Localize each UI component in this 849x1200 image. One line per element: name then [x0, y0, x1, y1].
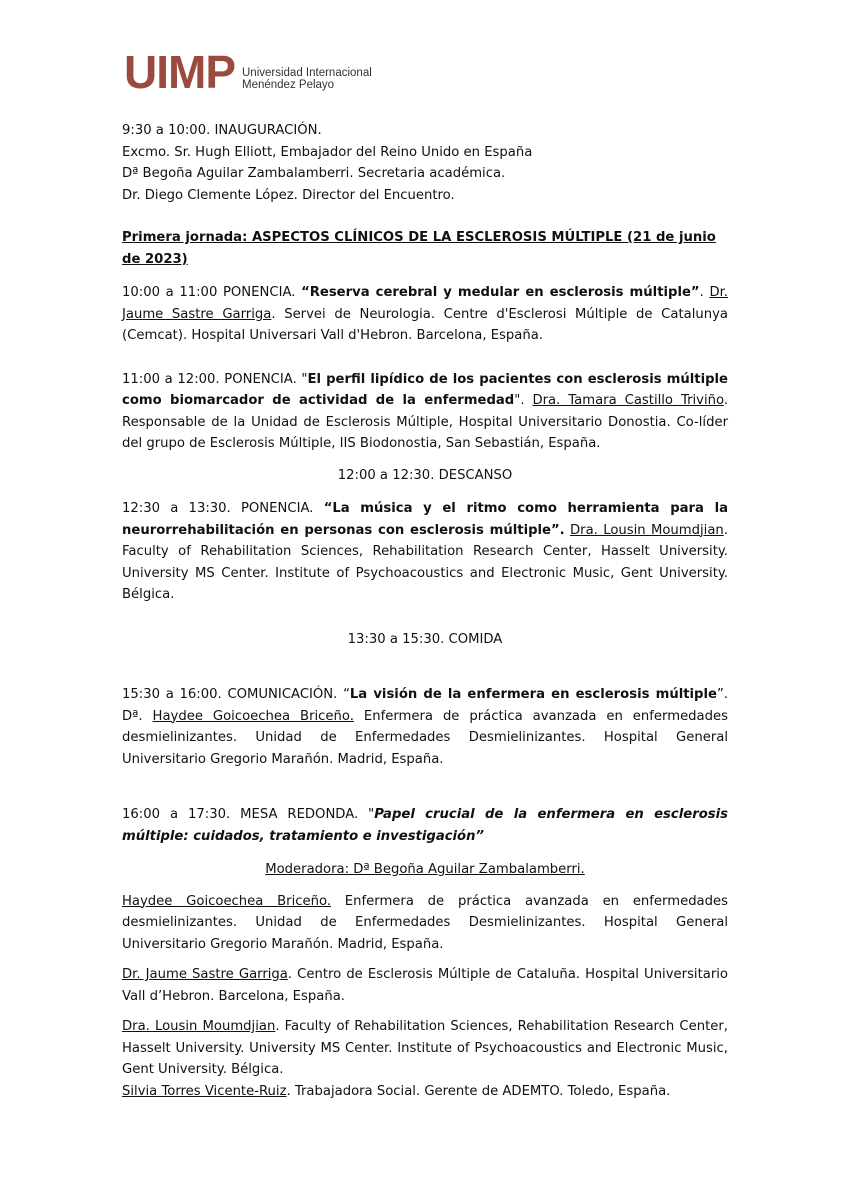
inauguration-time: 9:30 a 10:00. INAUGURACIÓN. [122, 123, 322, 138]
participant-4-detail: . Trabajadora Social. Gerente de ADEMTO. Toledo, España. [286, 1083, 671, 1099]
session-4-detail: Enfermera de práctica avanzada en enfermedades desmielinizantes. Unidad de Enfermedades Desmielinizantes. Hospital General Universitario Gregorio Marañón. Madrid, España. [122, 708, 728, 767]
session-2-detail: . Responsable de la Unidad de Esclerosis Múltiple, Hospital Universitario Donostia. Co-líder del grupo de Esclerosis Múltiple, IIS Biodonostia, San Sebastián, España. [122, 393, 729, 451]
participant-1-name: Haydee Goicoechea Briceño. [122, 893, 332, 909]
inauguration-block [122, 120, 728, 206]
session-2-sep: ". [514, 393, 533, 408]
break-descanso: 12:00 a 12:30. DESCANSO [337, 467, 513, 483]
session-3-speaker: Dra. Lousin Moumdjian [570, 522, 724, 538]
session-3-detail: . Faculty of Rehabilitation Sciences, Rehabilitation Research Center, Hasselt University. University MS Center. Institute of Psychoacoustics and Electronic Music, Gent University. Bélgica. [122, 522, 728, 602]
participant-3 [122, 1016, 728, 1081]
logo-acronym: UIMP [124, 46, 235, 98]
participant-4-name: Silvia Torres Vicente-Ruiz [122, 1083, 287, 1099]
inauguration-secretary: Dª Begoña Aguilar Zambalamberri. Secretaria académica. [122, 166, 506, 181]
session-1-title: “Reserva cerebral y medular en esclerosis múltiple” [301, 285, 700, 300]
participant-3-name: Dra. Lousin Moumdjian [122, 1019, 276, 1034]
session-4-title: La visión de la enfermera en esclerosis múltiple [349, 687, 717, 702]
session-1-speaker: Dr. Jaume Sastre Garriga [122, 285, 728, 322]
break-comida: 13:30 a 15:30. COMIDA [347, 631, 503, 647]
session-3-time: 12:30 a 13:30. PONENCIA. [122, 501, 324, 516]
participant-1 [122, 891, 728, 956]
section-heading: Primera jornada: ASPECTOS CLÍNICOS DE LA ESCLEROSIS MÚLTIPLE (21 de junio de 2023) [122, 230, 716, 267]
logo-line-1: Universidad Internacional [242, 67, 372, 79]
participant-1-detail: Enfermera de práctica avanzada en enfermedades desmielinizantes. Unidad de Enfermedades Desmielinizantes. Hospital General Universitario Gregorio Marañón. Madrid, España. [122, 893, 728, 952]
roundtable-time: 16:00 a 17:30. MESA REDONDA. " [122, 807, 375, 822]
participant-2 [122, 964, 728, 1007]
participant-4 [122, 1081, 728, 1103]
roundtable-title: Papel crucial de la enfermera en esclerosis múltiple: cuidados, tratamiento e investigación” [122, 807, 728, 844]
session-1-time: 10:00 a 11:00 PONENCIA. [122, 285, 302, 300]
participant-3-detail: . Faculty of Rehabilitation Sciences, Rehabilitation Research Center, Hasselt University. University MS Center. Institute of Psychoacoustics and Electronic Music, Gent University. Bélgica. [122, 1019, 728, 1077]
participant-2-detail: . Centro de Esclerosis Múltiple de Cataluña. Hospital Universitario Vall d’Hebron. Barcelona, España. [122, 967, 729, 1004]
program-document [122, 120, 728, 1102]
session-1-detail: . Servei de Neurologia. Centre d'Esclerosi Múltiple de Catalunya (Cemcat). Hospital Universari Vall d'Hebron. Barcelona, España. [122, 306, 728, 343]
inauguration-guest: Excmo. Sr. Hugh Elliott, Embajador del Reino Unido en España [122, 144, 533, 160]
session-4-time: 15:30 a 16:00. COMUNICACIÓN. “ [122, 687, 350, 702]
inauguration-director: Dr. Diego Clemente López. Director del Encuentro. [122, 187, 455, 203]
logo-wordmark [242, 67, 372, 91]
participant-2-name: Dr. Jaume Sastre Garriga [122, 967, 288, 982]
session-4 [122, 684, 728, 770]
session-1 [122, 282, 728, 347]
session-2 [122, 369, 728, 455]
session-2-time: 11:00 a 12:00. PONENCIA. " [122, 371, 308, 387]
session-3-title: “La música y el ritmo como herramienta para la neurorrehabilitación en personas con esclerosis múltiple”. [122, 501, 728, 538]
roundtable-moderator: Moderadora: Dª Begoña Aguilar Zambalamberri. [265, 862, 585, 877]
logo-line-2: Menéndez Pelayo [242, 79, 335, 91]
session-2-speaker: Dra. Tamara Castillo Triviño [532, 393, 724, 408]
session-4-speaker: Haydee Goicoechea Briceño. [152, 708, 354, 724]
roundtable-heading [122, 804, 728, 847]
uimp-logo [124, 46, 372, 98]
session-1-sep: . [699, 285, 710, 300]
session-3 [122, 498, 728, 606]
session-4-sep: ”. Dª. [122, 687, 728, 724]
session-2-title: El perfil lipídico de los pacientes con esclerosis múltiple como biomarcador de actividad de la enfermedad [122, 371, 729, 408]
